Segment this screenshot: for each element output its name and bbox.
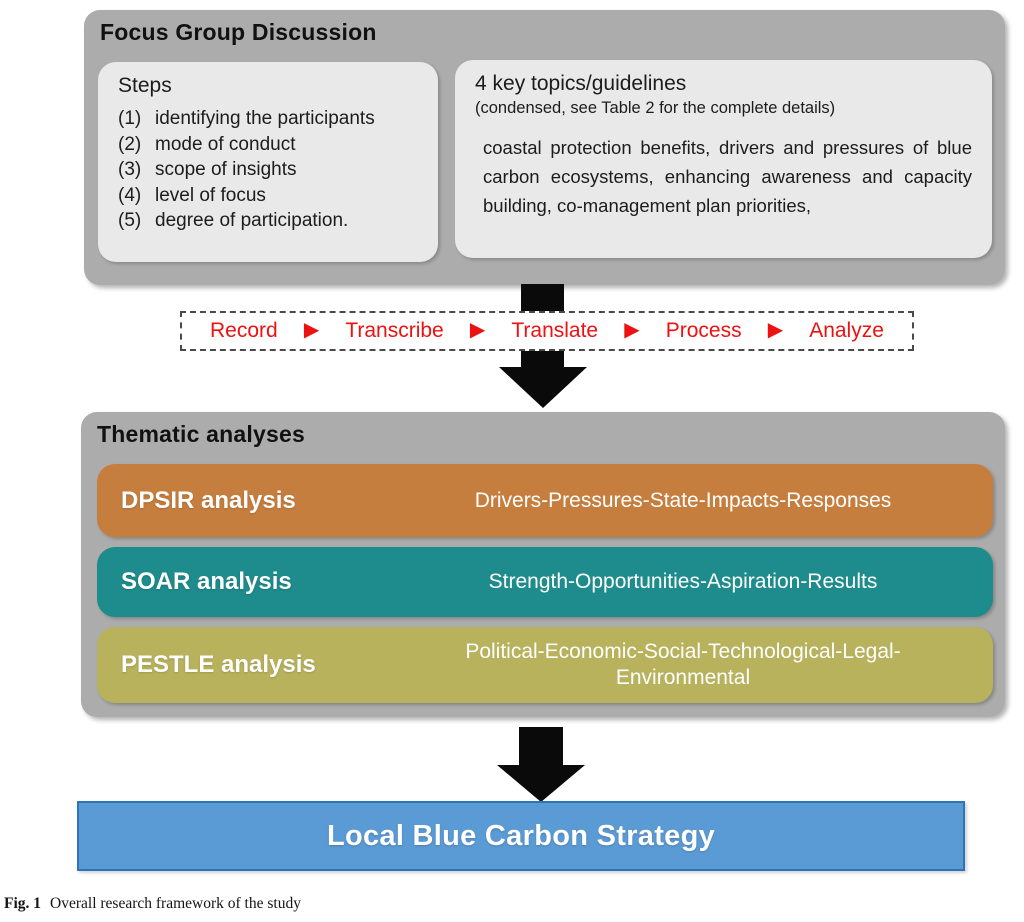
dpsir-label: DPSIR analysis: [121, 486, 296, 514]
down-arrow-icon: [499, 367, 587, 408]
key-topics-body: coastal protection benefits, drivers and pressures of blue carbon ecosystems, enhancing awareness and capacity building, co-management plan priorities,: [483, 137, 972, 216]
pestle-value-text: Political-Economic-Social-Technological-Legal-Environmental: [465, 640, 901, 689]
list-item: [118, 132, 426, 158]
step-text: identifying the participants: [155, 108, 375, 129]
list-item: [118, 106, 426, 132]
step-text: scope of insights: [155, 159, 297, 180]
step-number: (3): [118, 159, 142, 180]
thematic-analyses-panel: [81, 412, 1005, 717]
down-arrow-shaft: [519, 727, 563, 767]
down-arrow-icon: [497, 765, 585, 802]
pestle-value: [389, 639, 993, 691]
flow-step-translate: Translate: [511, 319, 599, 342]
steps-box: [98, 62, 438, 262]
soar-value: [389, 569, 993, 595]
flow-step-record: Record: [210, 319, 278, 342]
step-number: (2): [118, 133, 142, 155]
steps-heading: Steps: [118, 74, 172, 97]
list-item: [118, 183, 426, 209]
step-number: (1): [118, 108, 142, 129]
thematic-analyses-title: Thematic analyses: [97, 421, 305, 447]
dpsir-analysis-row: [97, 464, 993, 537]
outcome-label: Local Blue Carbon Strategy: [326, 819, 716, 852]
list-item: [118, 157, 426, 183]
figure-caption-tag: Fig. 1: [4, 895, 42, 912]
figure-caption-text: Overall research framework of the study: [50, 895, 301, 912]
pestle-label: PESTLE analysis: [121, 651, 316, 678]
dpsir-value-text: Drivers-Pressures-State-Impacts-Responses: [474, 488, 892, 512]
triangle-right-icon: ▶: [469, 319, 486, 341]
step-number: (5): [118, 210, 142, 231]
flow-step-analyze: Analyze: [809, 319, 884, 342]
pestle-analysis-row: [97, 627, 993, 703]
dpsir-value: [389, 488, 993, 514]
key-topics-heading: 4 key topics/guidelines: [475, 72, 687, 95]
flow-step-process: Process: [665, 319, 742, 342]
soar-label: SOAR analysis: [121, 568, 292, 595]
step-number: (4): [118, 184, 142, 206]
list-item: [118, 208, 426, 234]
step-text: mode of conduct: [155, 133, 296, 155]
triangle-right-icon: ▶: [767, 319, 784, 341]
step-text: level of focus: [155, 184, 266, 206]
step-text: degree of participation.: [155, 210, 349, 231]
focus-group-title: Focus Group Discussion: [100, 19, 377, 45]
soar-value-text: Strength-Opportunities-Aspiration-Results: [488, 570, 878, 593]
focus-group-panel: [84, 10, 1005, 285]
outcome-bar: [77, 801, 965, 871]
process-flow-box: [180, 311, 914, 351]
figure-caption: [4, 895, 301, 913]
soar-analysis-row: [97, 547, 993, 617]
triangle-right-icon: ▶: [303, 319, 320, 341]
key-topics-box: [455, 60, 992, 258]
triangle-right-icon: ▶: [624, 319, 640, 341]
flow-step-transcribe: Transcribe: [345, 319, 444, 342]
key-topics-subheading: (condensed, see Table 2 for the complete details): [475, 99, 836, 117]
